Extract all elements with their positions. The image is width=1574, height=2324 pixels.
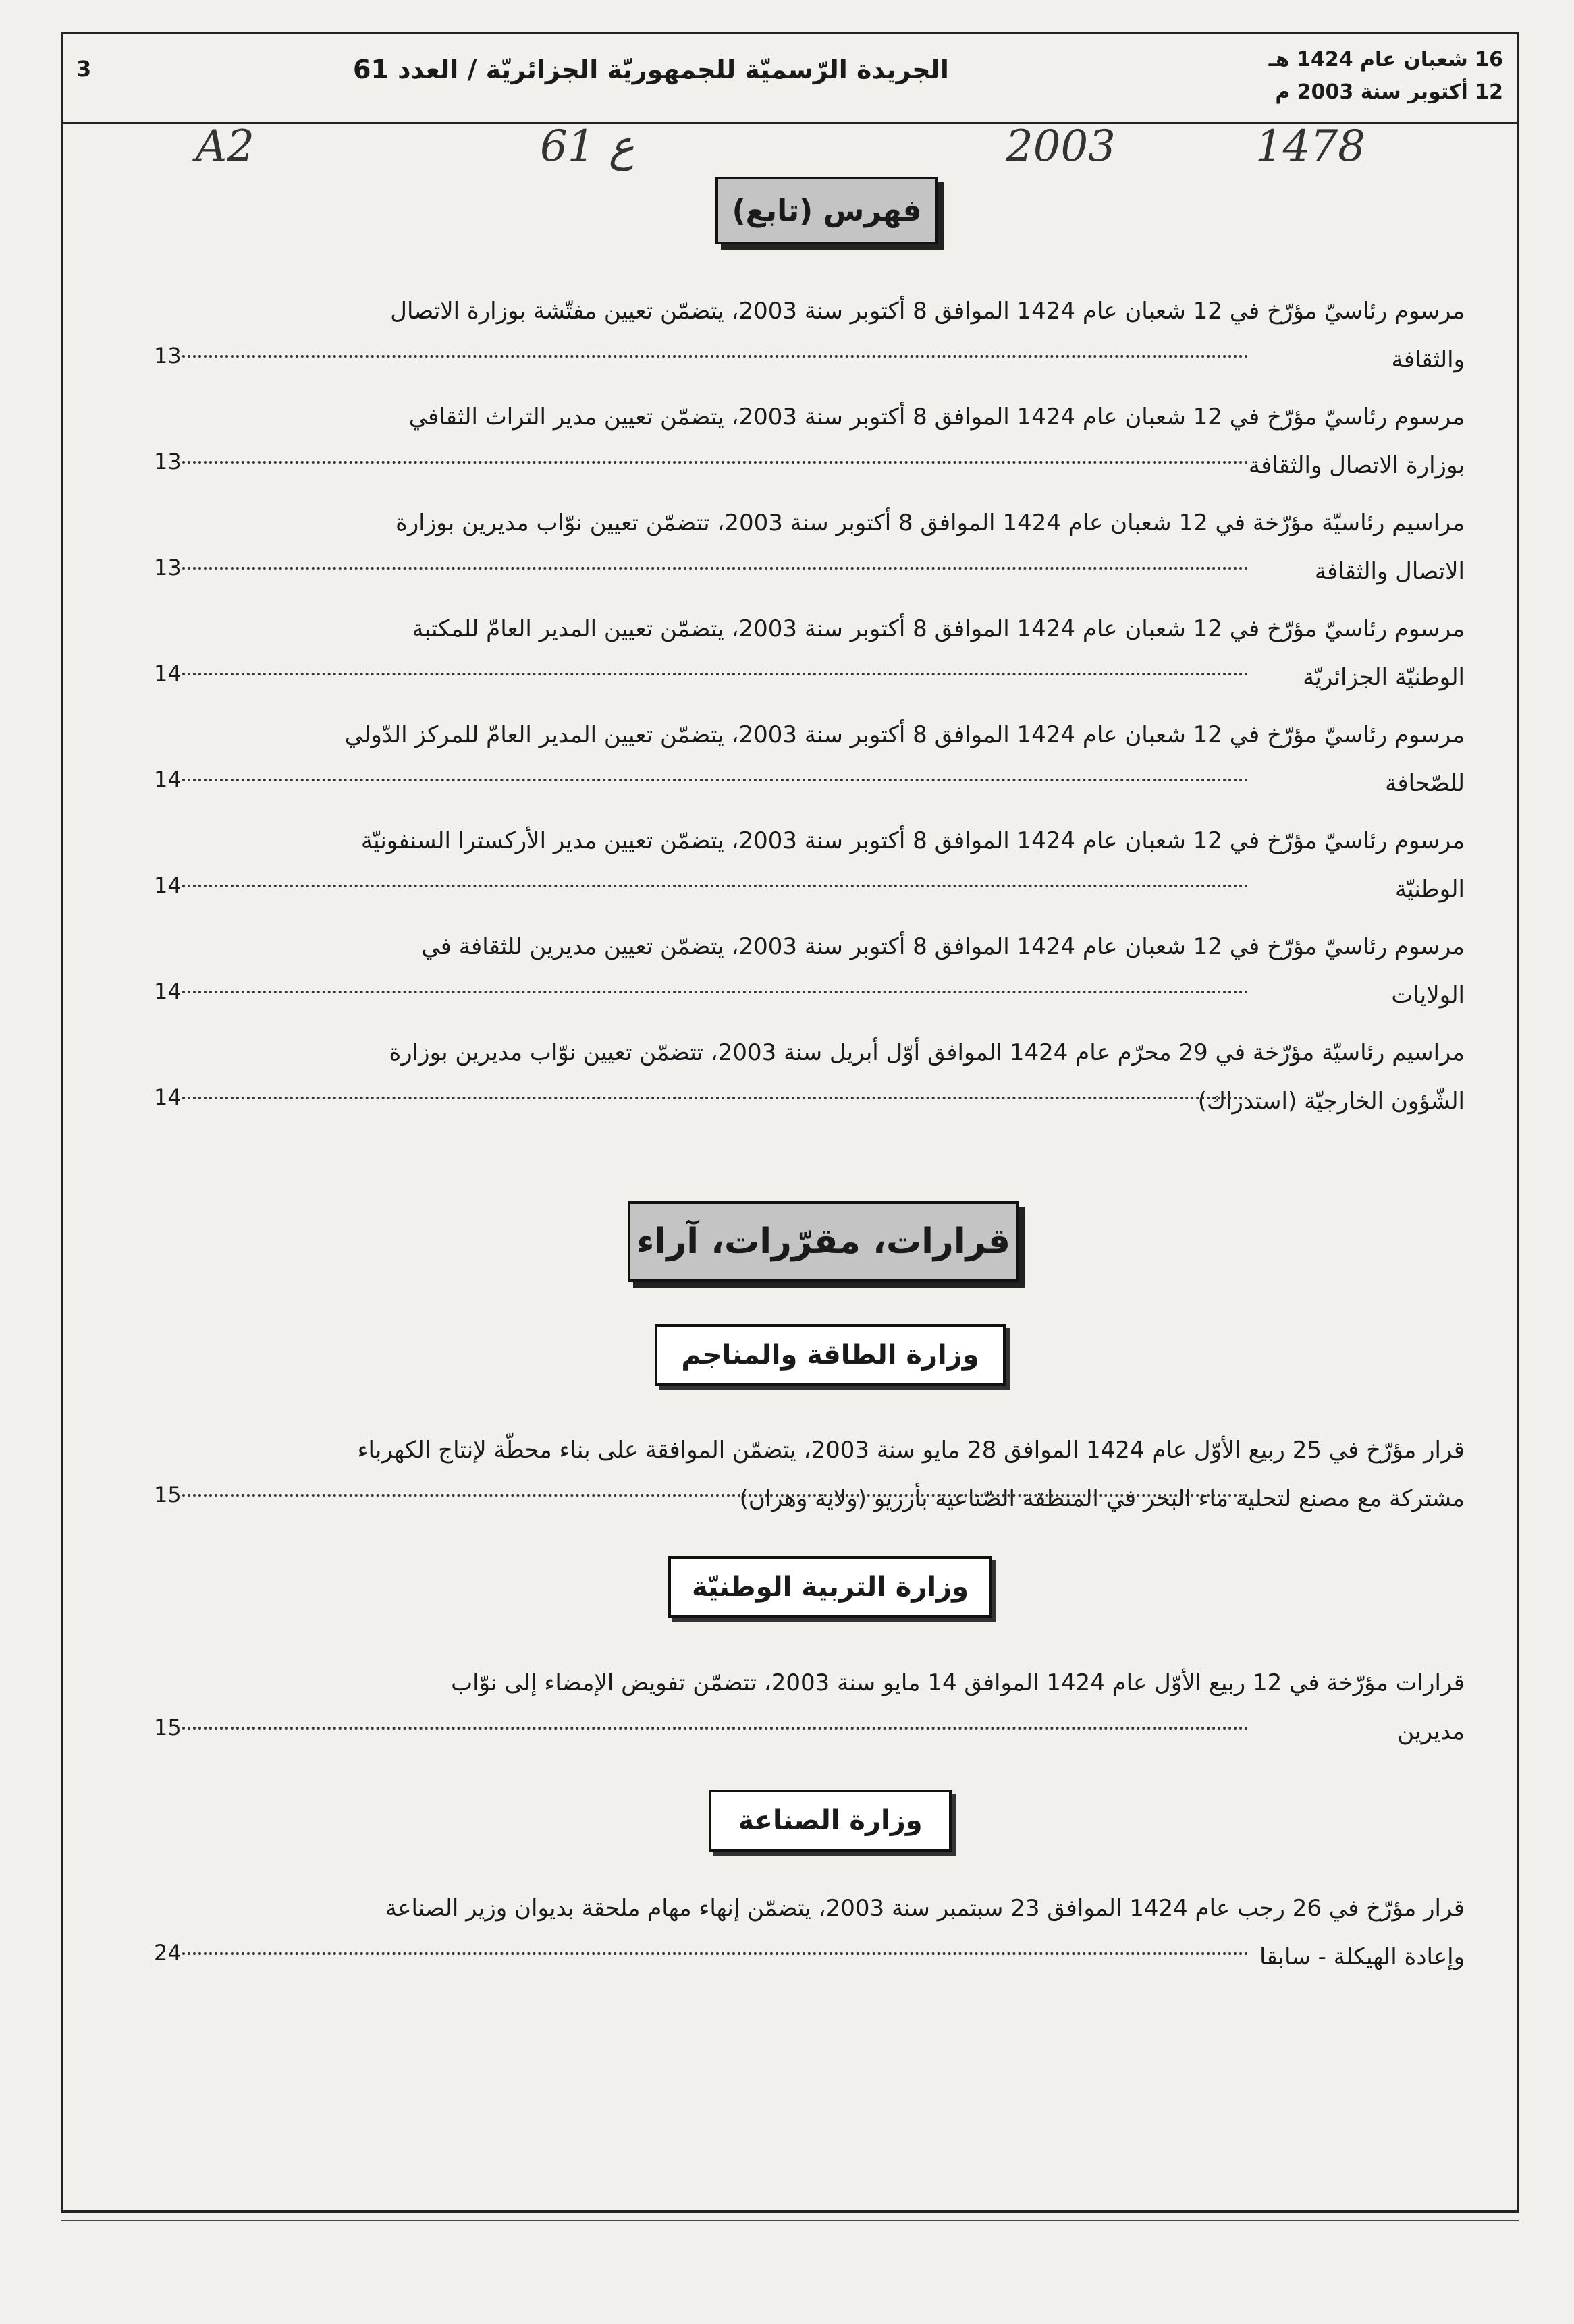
index-entry — [182, 1426, 1465, 1523]
index-entry — [182, 393, 1465, 490]
index-title-box — [715, 177, 938, 244]
handwritten-note-d: 1478 — [1255, 121, 1365, 171]
date-gregorian: 12 أكتوبر سنة 2003 م — [1275, 80, 1503, 104]
entry-text-continued: والثقافة — [1391, 346, 1465, 373]
entry-page-number: 14 — [154, 661, 182, 686]
entry-page-number: 14 — [154, 978, 182, 1004]
index-entry — [182, 1028, 1465, 1126]
entry-text: مرسوم رئاسيّ مؤرّخ في 12 شعبان عام 1424 الموافق 8 أكتوبر سنة 2003، يتضمّن تعيين مفتّشة بوزارة الاتصال — [390, 298, 1465, 325]
entry-page-number: 15 — [154, 1715, 182, 1740]
index-entry — [182, 499, 1465, 596]
dot-leader — [182, 670, 1249, 675]
index-entry — [182, 922, 1465, 1020]
gazette-title: الجريدة الرّسميّة للجمهوريّة الجزائريّة / العدد 61 — [353, 55, 949, 84]
entry-text-continued: مديرين — [1397, 1718, 1465, 1745]
dot-leader — [182, 776, 1249, 781]
bottom-rule — [61, 2220, 1519, 2221]
handwritten-note-c: 2003 — [1006, 121, 1116, 171]
handwritten-note-b: 61 ع — [540, 121, 634, 171]
entry-text: مراسيم رئاسيّة مؤرّخة في 29 محرّم عام 1424 الموافق أوّل أبريل سنة 2003، تتضمّن تعيين نوّاب مديرين بوزارة — [389, 1039, 1465, 1066]
entry-text-continued: الوطنيّة — [1394, 876, 1465, 903]
handwritten-note-a: A2 — [196, 121, 254, 171]
entry-page-number: 15 — [154, 1482, 182, 1507]
dot-leader — [182, 458, 1249, 464]
entry-text-continued: الولايات — [1391, 982, 1465, 1009]
entry-text: مرسوم رئاسيّ مؤرّخ في 12 شعبان عام 1424 الموافق 8 أكتوبر سنة 2003، يتضمّن تعيين مديرين للثقافة في — [421, 933, 1465, 960]
ministry-title: وزارة الطاقة والمناجم — [681, 1339, 979, 1371]
index-entry — [182, 711, 1465, 808]
index-title: فهرس (تابع) — [732, 193, 922, 228]
dot-leader — [182, 1724, 1249, 1730]
ministry-title: وزارة التربية الوطنيّة — [691, 1572, 969, 1603]
ministry-title-box — [709, 1790, 952, 1852]
entry-page-number: 14 — [154, 767, 182, 792]
entry-text: مراسيم رئاسيّة مؤرّخة في 12 شعبان عام 1424 الموافق 8 أكتوبر سنة 2003، تتضمّن تعيين نوّاب مديرين بوزارة — [396, 509, 1465, 536]
entry-text: قرارات مؤرّخة في 12 ربيع الأوّل عام 1424 الموافق 14 مايو سنة 2003، تتضمّن تفويض الإمضاء إلى نوّاب — [451, 1669, 1465, 1696]
entry-page-number: 13 — [154, 343, 182, 368]
entry-text: مرسوم رئاسيّ مؤرّخ في 12 شعبان عام 1424 الموافق 8 أكتوبر سنة 2003، يتضمّن تعيين المدير العامّ للمكتبة — [412, 615, 1465, 642]
section-title-box — [628, 1201, 1019, 1282]
entry-text-continued: وإعادة الهيكلة - سابقا — [1259, 1943, 1465, 1970]
entry-text-continued: للصّحافة — [1385, 770, 1465, 797]
section-title: قرارات، مقرّرات، آراء — [636, 1221, 1011, 1262]
entry-text-continued: مشتركة مع مصنع لتحلية ماء البحر في المنطقة الصّناعية بأرزيو (ولاية وهران) — [739, 1485, 1465, 1512]
entry-text-continued: بوزارة الاتصال والثقافة — [1248, 452, 1465, 479]
page-number: 3 — [76, 56, 92, 82]
entry-text: مرسوم رئاسيّ مؤرّخ في 12 شعبان عام 1424 الموافق 8 أكتوبر سنة 2003، يتضمّن تعيين المدير العامّ للمركز الدّولي — [344, 721, 1465, 748]
page-header — [63, 34, 1517, 124]
entry-page-number: 13 — [154, 449, 182, 474]
entry-page-number: 14 — [154, 873, 182, 898]
index-entry — [182, 605, 1465, 702]
dot-leader — [182, 564, 1249, 570]
index-entry — [182, 1884, 1465, 1981]
entry-page-number: 14 — [154, 1084, 182, 1110]
index-entry — [182, 817, 1465, 914]
entry-text-continued: الاتصال والثقافة — [1314, 558, 1465, 585]
dot-leader — [182, 988, 1249, 993]
entry-text: مرسوم رئاسيّ مؤرّخ في 12 شعبان عام 1424 الموافق 8 أكتوبر سنة 2003، يتضمّن تعيين مدير التراث الثقافي — [408, 404, 1465, 431]
dot-leader — [182, 1491, 1249, 1497]
entry-page-number: 24 — [154, 1940, 182, 1966]
index-entry — [182, 1659, 1465, 1756]
entry-text-continued: الوطنيّة الجزائريّة — [1303, 664, 1465, 691]
ministry-title-box — [668, 1556, 992, 1618]
entry-text-continued: الشّؤون الخارجيّة (استدراك) — [1197, 1088, 1465, 1115]
entry-page-number: 13 — [154, 555, 182, 580]
index-entry — [182, 287, 1465, 384]
date-hijri: 16 شعبان عام 1424 هـ — [1268, 48, 1503, 72]
entry-text: قرار مؤرّخ في 25 ربيع الأوّل عام 1424 الموافق 28 مايو سنة 2003، يتضمّن الموافقة على بناء محطّة لإنتاج الكهرباء — [357, 1437, 1465, 1464]
dot-leader — [182, 1094, 1249, 1099]
entry-text: مرسوم رئاسيّ مؤرّخ في 12 شعبان عام 1424 الموافق 8 أكتوبر سنة 2003، يتضمّن تعيين مدير الأركسترا السنفونيّة — [360, 827, 1465, 854]
bottom-rule — [61, 2212, 1519, 2213]
header-date — [1269, 44, 1503, 109]
entry-text: قرار مؤرّخ في 26 رجب عام 1424 الموافق 23 سبتمبر سنة 2003، يتضمّن إنهاء مهام ملحقة بديوان وزير الصناعة — [385, 1895, 1465, 1922]
ministry-title-box — [655, 1324, 1006, 1386]
dot-leader — [182, 882, 1249, 887]
ministry-title: وزارة الصناعة — [738, 1805, 923, 1836]
dot-leader — [182, 1949, 1249, 1955]
dot-leader — [182, 352, 1249, 358]
